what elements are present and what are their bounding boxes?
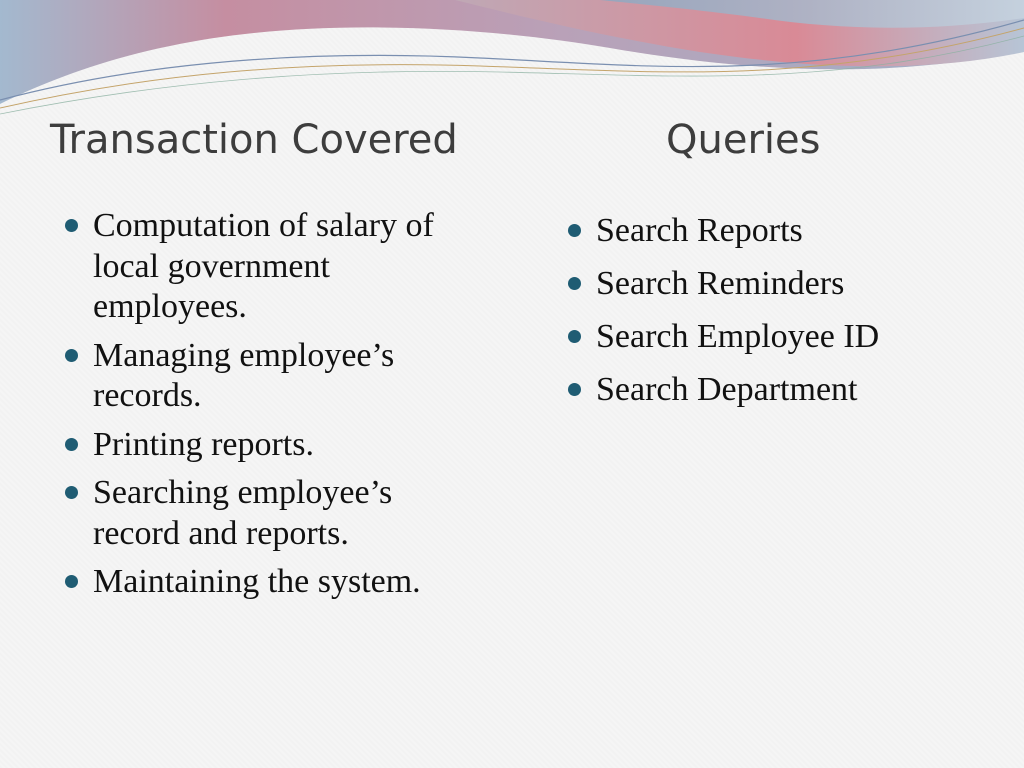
list-item	[62, 425, 462, 466]
list-item	[62, 562, 462, 603]
queries-list	[565, 210, 985, 411]
list-item	[565, 263, 985, 305]
wave-decoration	[0, 0, 1024, 120]
heading-transaction-covered: Transaction Covered	[50, 117, 458, 163]
bullet-icon	[65, 219, 78, 232]
transactions-column	[62, 206, 462, 611]
list-item	[565, 316, 985, 358]
list-item	[62, 336, 462, 417]
list-item	[62, 473, 462, 554]
bullet-icon	[568, 277, 581, 290]
list-item	[565, 210, 985, 252]
list-item	[62, 206, 462, 328]
transactions-list	[62, 206, 462, 603]
heading-queries: Queries	[666, 117, 821, 163]
list-item-text: Search Department	[596, 371, 858, 408]
list-item	[565, 369, 985, 411]
list-item-text: Search Reports	[596, 212, 803, 249]
queries-column	[565, 210, 985, 422]
list-item-text: Search Employee ID	[596, 318, 880, 355]
list-item-text: Searching employee’s record and reports.	[93, 474, 393, 552]
list-item-text: Maintaining the system.	[93, 563, 421, 600]
bullet-icon	[65, 486, 78, 499]
bullet-icon	[65, 575, 78, 588]
bullet-icon	[65, 438, 78, 451]
bullet-icon	[568, 383, 581, 396]
bullet-icon	[568, 224, 581, 237]
list-item-text: Computation of salary of local government employees.	[93, 207, 434, 325]
list-item-text: Search Reminders	[596, 265, 845, 302]
list-item-text: Printing reports.	[93, 425, 314, 463]
bullet-icon	[65, 349, 78, 362]
list-item-text: Managing employee’s records.	[93, 336, 395, 414]
bullet-icon	[568, 330, 581, 343]
